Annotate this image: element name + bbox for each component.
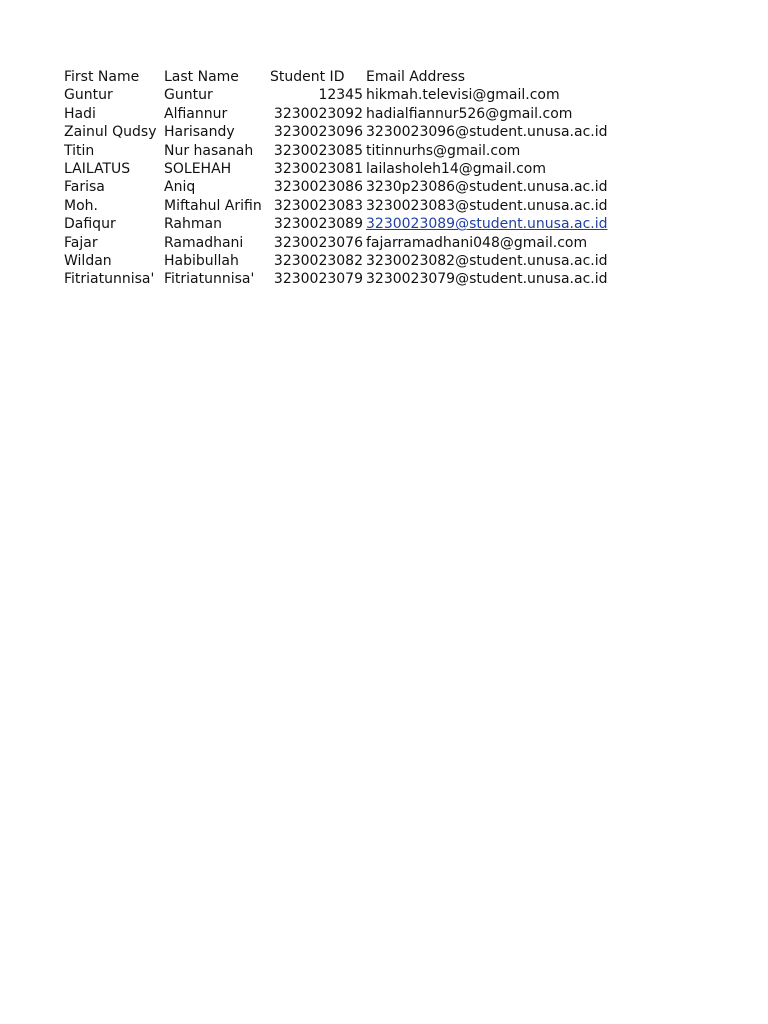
email-cell: lailasholeh14@gmail.com [366, 161, 546, 178]
first-name-cell: Guntur [64, 87, 113, 104]
email-cell: hikmah.televisi@gmail.com [366, 87, 560, 104]
student-id-cell: 3230023089 [273, 216, 363, 233]
student-id-cell: 3230023076 [273, 234, 363, 251]
first-name-cell: Zainul Qudsy [64, 124, 157, 141]
email-cell: 3230023096@student.unusa.ac.id [366, 124, 608, 141]
email-cell: titinnurhs@gmail.com [366, 142, 521, 159]
student-id-cell: 3230023079 [273, 271, 363, 288]
table-row [64, 160, 608, 178]
student-id-cell: 12345 [318, 87, 363, 104]
last-name-cell: Guntur [164, 87, 213, 104]
last-name-cell: Nur hasanah [164, 142, 254, 159]
student-id-cell: 3230023096 [273, 124, 363, 141]
email-cell: hadialfiannur526@gmail.com [366, 105, 573, 122]
email-link[interactable]: 3230023089@student.unusa.ac.id [366, 216, 608, 233]
table-row [64, 234, 608, 252]
last-name-cell: SOLEHAH [164, 161, 232, 178]
first-name-cell: Fajar [64, 234, 98, 251]
first-name-cell: Dafiqur [64, 216, 116, 233]
student-id-cell: 3230023083 [273, 197, 363, 214]
table-row [64, 178, 608, 196]
table-row [64, 215, 608, 233]
first-name-cell: Titin [64, 142, 95, 159]
first-name-cell: Farisa [64, 179, 105, 196]
first-name-cell: Moh. [64, 197, 98, 214]
table-row [64, 86, 608, 104]
student-id-cell: 3230023086 [273, 179, 363, 196]
student-id-cell: 3230023092 [273, 105, 363, 122]
table-row [64, 197, 608, 215]
student-id-cell: 3230023081 [273, 161, 363, 178]
student-id-cell: 3230023082 [273, 253, 363, 270]
email-cell: 3230023079@student.unusa.ac.id [366, 271, 608, 288]
email-cell: 3230023083@student.unusa.ac.id [366, 197, 608, 214]
email-cell-link [366, 215, 608, 233]
header-row [64, 68, 608, 86]
last-name-cell: Habibullah [164, 253, 239, 270]
last-name-cell: Fitriatunnisa' [164, 271, 255, 288]
header-student-id: Student ID [270, 69, 345, 85]
last-name-cell: Miftahul Arifin [164, 197, 262, 214]
student-table-container [64, 68, 608, 289]
last-name-cell: Harisandy [164, 124, 235, 141]
email-cell: 3230p23086@student.unusa.ac.id [366, 179, 608, 196]
table-row [64, 123, 608, 141]
first-name-cell: Wildan [64, 253, 112, 270]
table-row [64, 252, 608, 270]
header-email: Email Address [366, 69, 466, 85]
table-row [64, 105, 608, 123]
last-name-cell: Alfiannur [164, 105, 228, 122]
last-name-cell: Rahman [164, 216, 222, 233]
email-cell: 3230023082@student.unusa.ac.id [366, 253, 608, 270]
table-row [64, 270, 608, 288]
header-first-name: First Name [64, 69, 140, 85]
email-cell: fajarramadhani048@gmail.com [366, 234, 588, 251]
first-name-cell: Hadi [64, 105, 96, 122]
table-row [64, 142, 608, 160]
first-name-cell: Fitriatunnisa' [64, 271, 155, 288]
student-table [64, 68, 608, 289]
last-name-cell: Ramadhani [164, 234, 244, 251]
student-id-cell: 3230023085 [273, 142, 363, 159]
last-name-cell: Aniq [164, 179, 196, 196]
first-name-cell: LAILATUS [64, 161, 131, 178]
header-last-name: Last Name [164, 69, 239, 85]
